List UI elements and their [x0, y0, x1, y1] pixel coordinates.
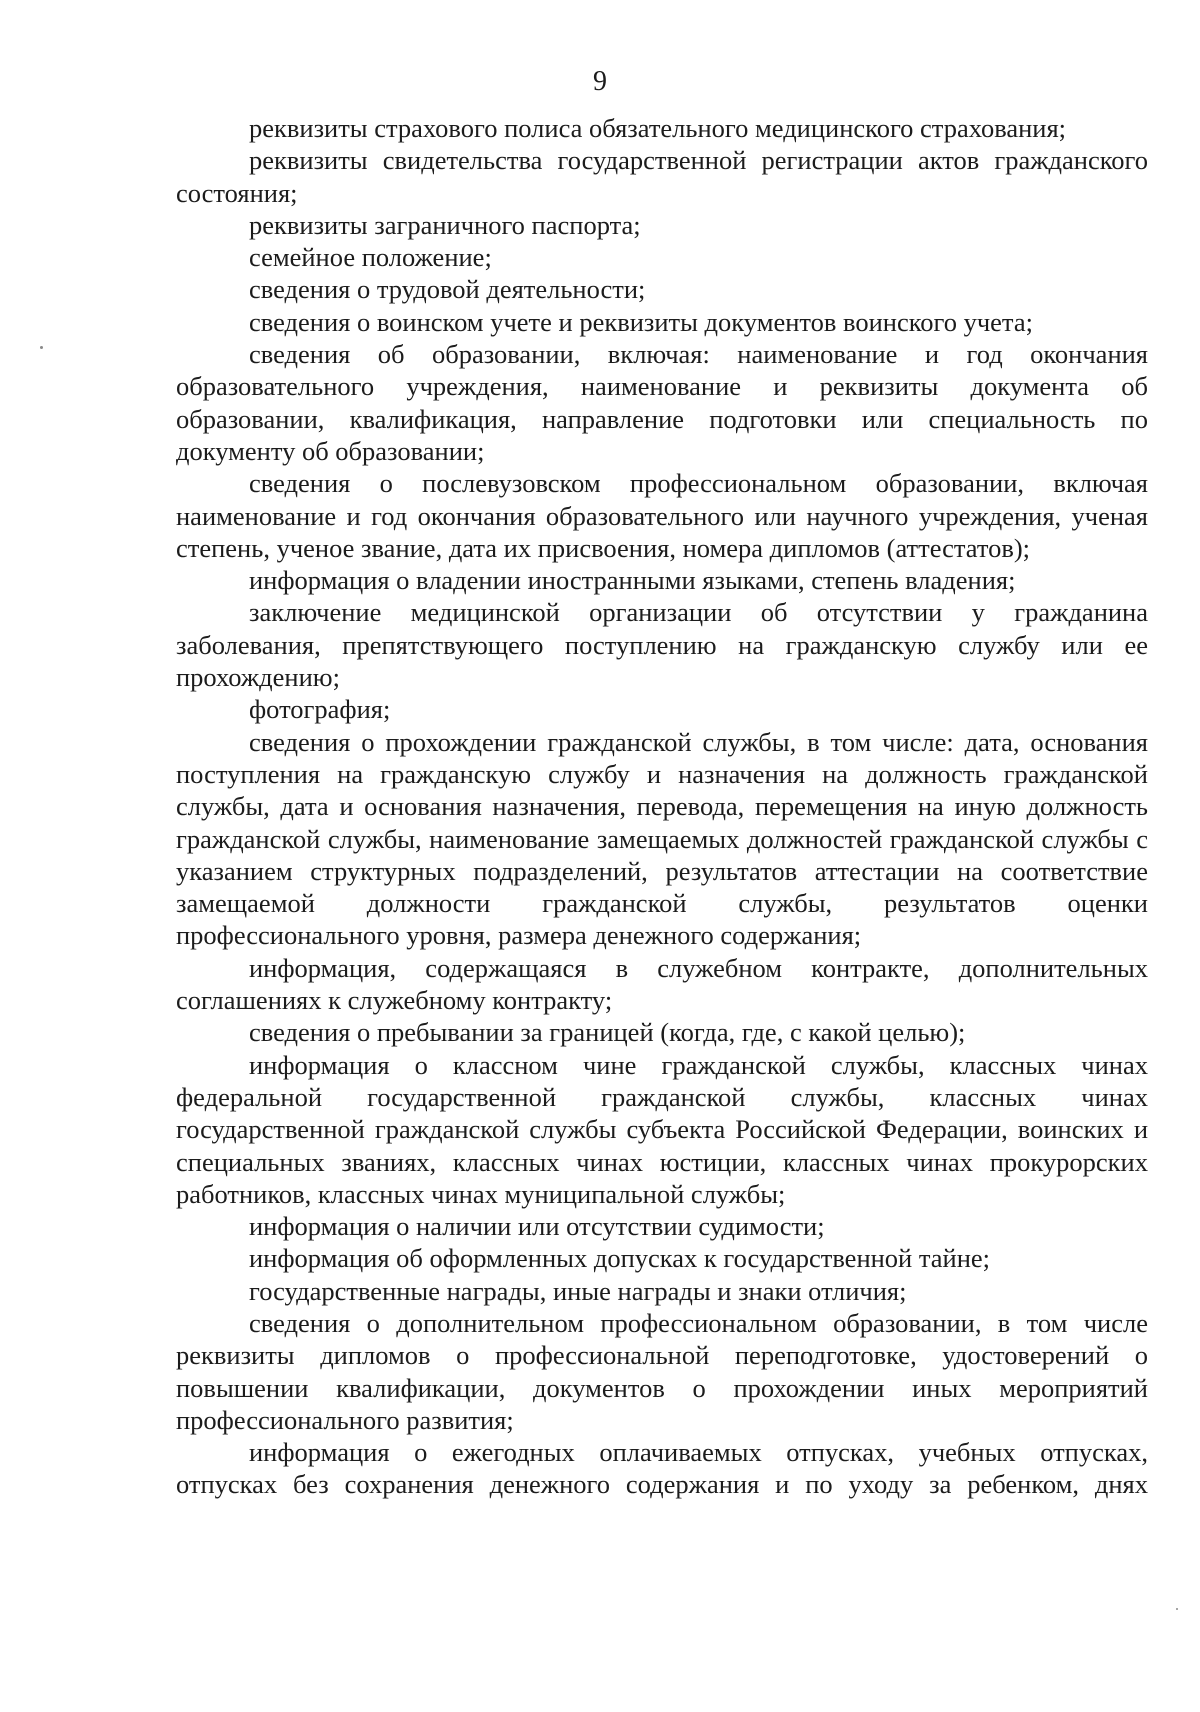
paragraph: реквизиты свидетельства государственной регистрации актов гражданского состояния; [176, 145, 1148, 208]
paragraph: информация о владении иностранными языками, степень владения; [249, 565, 1016, 596]
paragraph: сведения о прохождении гражданской службы, в том числе: дата, основания поступления на гражданскую службу и назначения на должность гражданской службы, дата и основания назначения, перевода, перемещения на иную должность гражданской службы, наименование замещаемых должностей гражданской службы с указанием структурных подразделений, результатов аттестации на соответствие замещаемой должности гражданской службы, результатов оценки профессионального уровня, размера денежного содержания; [176, 726, 1148, 951]
paragraph: информация о наличии или отсутствии судимости; [249, 1211, 825, 1242]
paragraph: семейное положение; [249, 242, 492, 273]
paragraph: фотография; [249, 694, 391, 725]
paragraph: реквизиты заграничного паспорта; [249, 209, 641, 240]
paragraph: сведения о воинском учете и реквизиты документов воинского учета; [249, 306, 1033, 337]
paragraph: информация об оформленных допусках к государственной тайне; [249, 1243, 991, 1274]
paragraph: сведения об образовании, включая: наименование и год окончания образовательного учреждения, наименование и реквизиты документа об образовании, квалификация, направление подготовки или специальность по документу об образовании; [176, 339, 1148, 466]
paragraph: сведения о дополнительном профессиональном образовании, в том числе реквизиты дипломов о профессиональной переподготовке, удостоверений о повышении квалификации, документов о прохождении иных мероприятий профессионального развития; [176, 1307, 1148, 1435]
paragraph: сведения о послевузовском профессиональном образовании, включая наименование и год окончания образовательного или научного учреждения, ученая степень, ученое звание, дата их присвоения, номера дипломов (аттестатов); [176, 468, 1148, 563]
paragraph: информация о классном чине гражданской службы, классных чинах федеральной государственной гражданской службы, классных чинах государственной гражданской службы субъекта Российской Федерации, воинских и специальных званиях, классных чинах юстиции, классных чинах прокурорских работников, классных чинах муниципальной службы; [176, 1049, 1148, 1209]
paragraph: сведения о пребывании за границей (когда, где, с какой целью); [249, 1017, 966, 1048]
document-body [176, 112, 1148, 1501]
paragraph: заключение медицинской организации об отсутствии у гражданина заболевания, препятствующего поступлению на гражданскую службу или ее прохождению; [176, 597, 1148, 693]
scan-speck [40, 346, 43, 349]
paragraph: информация о ежегодных оплачиваемых отпусках, учебных отпусках, отпусках без сохранения денежного содержания и по уходу за ребенком, днях [176, 1437, 1148, 1500]
paragraph: государственные награды, иные награды и знаки отличия; [249, 1275, 907, 1306]
paragraph: реквизиты страхового полиса обязательного медицинского страхования; [249, 113, 1067, 143]
paragraph: информация, содержащаяся в служебном контракте, дополнительных соглашениях к служебному контракту; [176, 952, 1148, 1016]
paragraph: сведения о трудовой деятельности; [249, 274, 646, 305]
scan-speck [1176, 1608, 1178, 1610]
page-number: 9 [593, 66, 607, 97]
